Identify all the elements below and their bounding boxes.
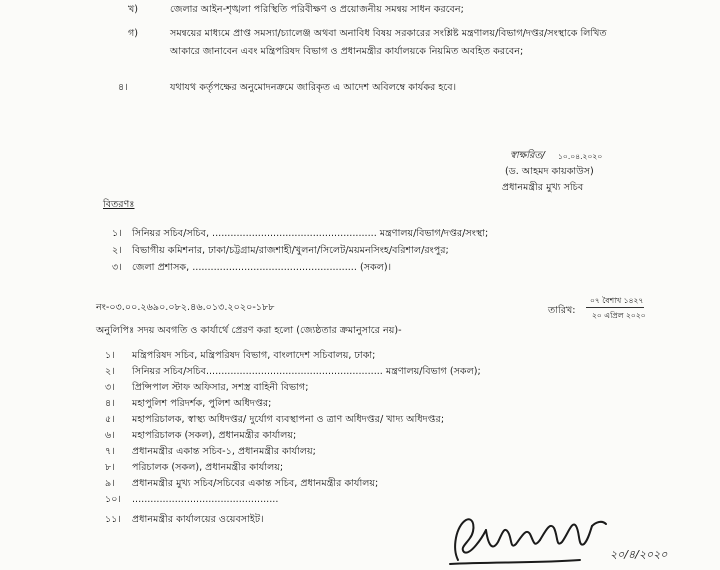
copy-item-number: ৪। — [105, 398, 115, 409]
distribution-item: জেলা প্রশাসক, ...................................................... (সকল)। — [132, 262, 392, 273]
copy-item-number: ১১। — [105, 514, 121, 525]
distribution-item: সিনিয়র সচিব/সচিব, ...................................................... মন্ত্রণালয়/বিভাগ/দপ্তর/সংস্থা; — [132, 228, 489, 239]
para4-text: যথাযথ কর্তৃপক্ষের অনুমোদনক্রমে জারিকৃত এ আদেশ অবিলম্বে কার্যকর হবে। — [170, 82, 457, 93]
distribution-heading: বিতরণঃ — [103, 199, 135, 210]
copy-item-number: ৫। — [105, 414, 115, 425]
copy-item: প্রিন্সিপাল স্টাফ অফিসার, সশস্ত্র বাহিনী বিভাগ; — [132, 382, 309, 393]
signatory-designation: প্রধানমন্ত্রীর মুখ্য সচিব — [502, 182, 584, 193]
item-ga-line1: সমন্বয়ের মাধ্যমে প্রাপ্ত সমস্যা/চ্যালেঞ্জ অথবা অনাবিধ বিষয় সরকারের সংশ্লিষ্ট মন্ত্রণালয়/বিভাগ/দপ্তর/সংস্থাকে লিখিত — [170, 28, 607, 39]
copy-item: পরিচালক (সকল), প্রধানমন্ত্রীর কার্যালয়; — [132, 462, 284, 473]
item-ga-line2: আকারে জানাবেন এবং মন্ত্রিপরিষদ বিভাগ ও প্রধানমন্ত্রীর কার্যালয়কে নিয়মিত অবহিত করবেন; — [170, 46, 524, 57]
para4-number: ৪। — [118, 82, 128, 93]
item-ga-marker: গ) — [128, 28, 139, 39]
distribution-item-number: ২। — [112, 245, 122, 256]
signed-date: ১০.০৪.২০২০ — [558, 152, 603, 161]
copy-item: মহাপুলিশ পরিদর্শক, পুলিশ অধিদপ্তর; — [132, 398, 272, 409]
signed-label: স্বাক্ষরিত/ — [510, 150, 545, 161]
copy-item-number: ১। — [105, 350, 115, 361]
date-bengali: ০৭ বৈশাখ ১৪২৭ — [590, 296, 644, 305]
distribution-item-number: ৩। — [112, 262, 122, 273]
copy-item: মন্ত্রিপরিষদ সচিব, মন্ত্রিপরিষদ বিভাগ, বাংলাদেশ সচিবালয়, ঢাকা; — [132, 350, 376, 361]
copy-item: প্রধানমন্ত্রীর মুখ্য সচিব/সচিবের একান্ত সচিব, প্রধানমন্ত্রীর কার্যালয়; — [132, 478, 379, 489]
copy-item: মহাপরিচালক, স্বাস্থ্য অধিদপ্তর/ দুর্যোগ ব্যবস্থাপনা ও ত্রাণ অধিদপ্তর/ খাদ্য অধিদপ্তর; — [132, 414, 445, 425]
copy-item-number: ৩। — [105, 382, 115, 393]
copy-item-number: ৯। — [105, 478, 115, 489]
distribution-item: বিভাগীয় কমিশনার, ঢাকা/চট্টগ্রাম/রাজশাহী/খুলনা/সিলেট/ময়মনসিংহ/বরিশাল/রংপুর; — [132, 245, 449, 256]
item-kha-marker: খ) — [128, 4, 139, 15]
distribution-item-number: ১। — [112, 228, 122, 239]
signatory-name: (ড. আহমদ কায়কাউস) — [505, 166, 594, 177]
item-kha-text: জেলার আইন-শৃঙ্খলা পরিস্থিতি পরিবীক্ষণ ও প্রয়োজনীয় সমন্বয় সাধন করবেন; — [170, 4, 464, 15]
copy-item: সিনিয়র সচিব/সচিব.......................................................... মন্ত্রণালয়/বিভাগ (সকল); — [132, 366, 481, 377]
date-english: ২০ এপ্রিল ২০২০ — [592, 311, 646, 320]
copy-item: মহাপরিচালক (সকল), প্রধানমন্ত্রীর কার্যালয়; — [132, 430, 297, 441]
memo-number: নং-০৩.০০.২৬৯০.০৮২.৪৬.০১৩.২০২০-১৮৮ — [96, 302, 275, 313]
copy-item-number: ১০। — [105, 494, 121, 505]
copy-item-number: ৭। — [105, 446, 115, 457]
date-label: তারিখ: — [548, 305, 576, 316]
date-divider — [586, 307, 644, 308]
copy-item: প্রধানমন্ত্রীর কার্যালয়ের ওয়েবসাইট। — [132, 514, 264, 525]
copy-item: প্রধানমন্ত্রীর একান্ত সচিব-১, প্রধানমন্ত্রীর কার্যালয়; — [132, 446, 316, 457]
copy-item: ................................................ — [132, 494, 279, 505]
copy-item-number: ৮। — [105, 462, 115, 473]
copy-intro: অনুলিপিঃ সদয় অবগতি ও কার্যার্থে প্রেরণ করা হলো (জ্যেষ্ঠতার ক্রমানুসারে নয়)- — [96, 325, 402, 336]
copy-item-number: ২। — [105, 366, 115, 377]
copy-item-number: ৬। — [105, 430, 115, 441]
handwritten-date: ২০/৪/২০২০ — [610, 548, 668, 561]
